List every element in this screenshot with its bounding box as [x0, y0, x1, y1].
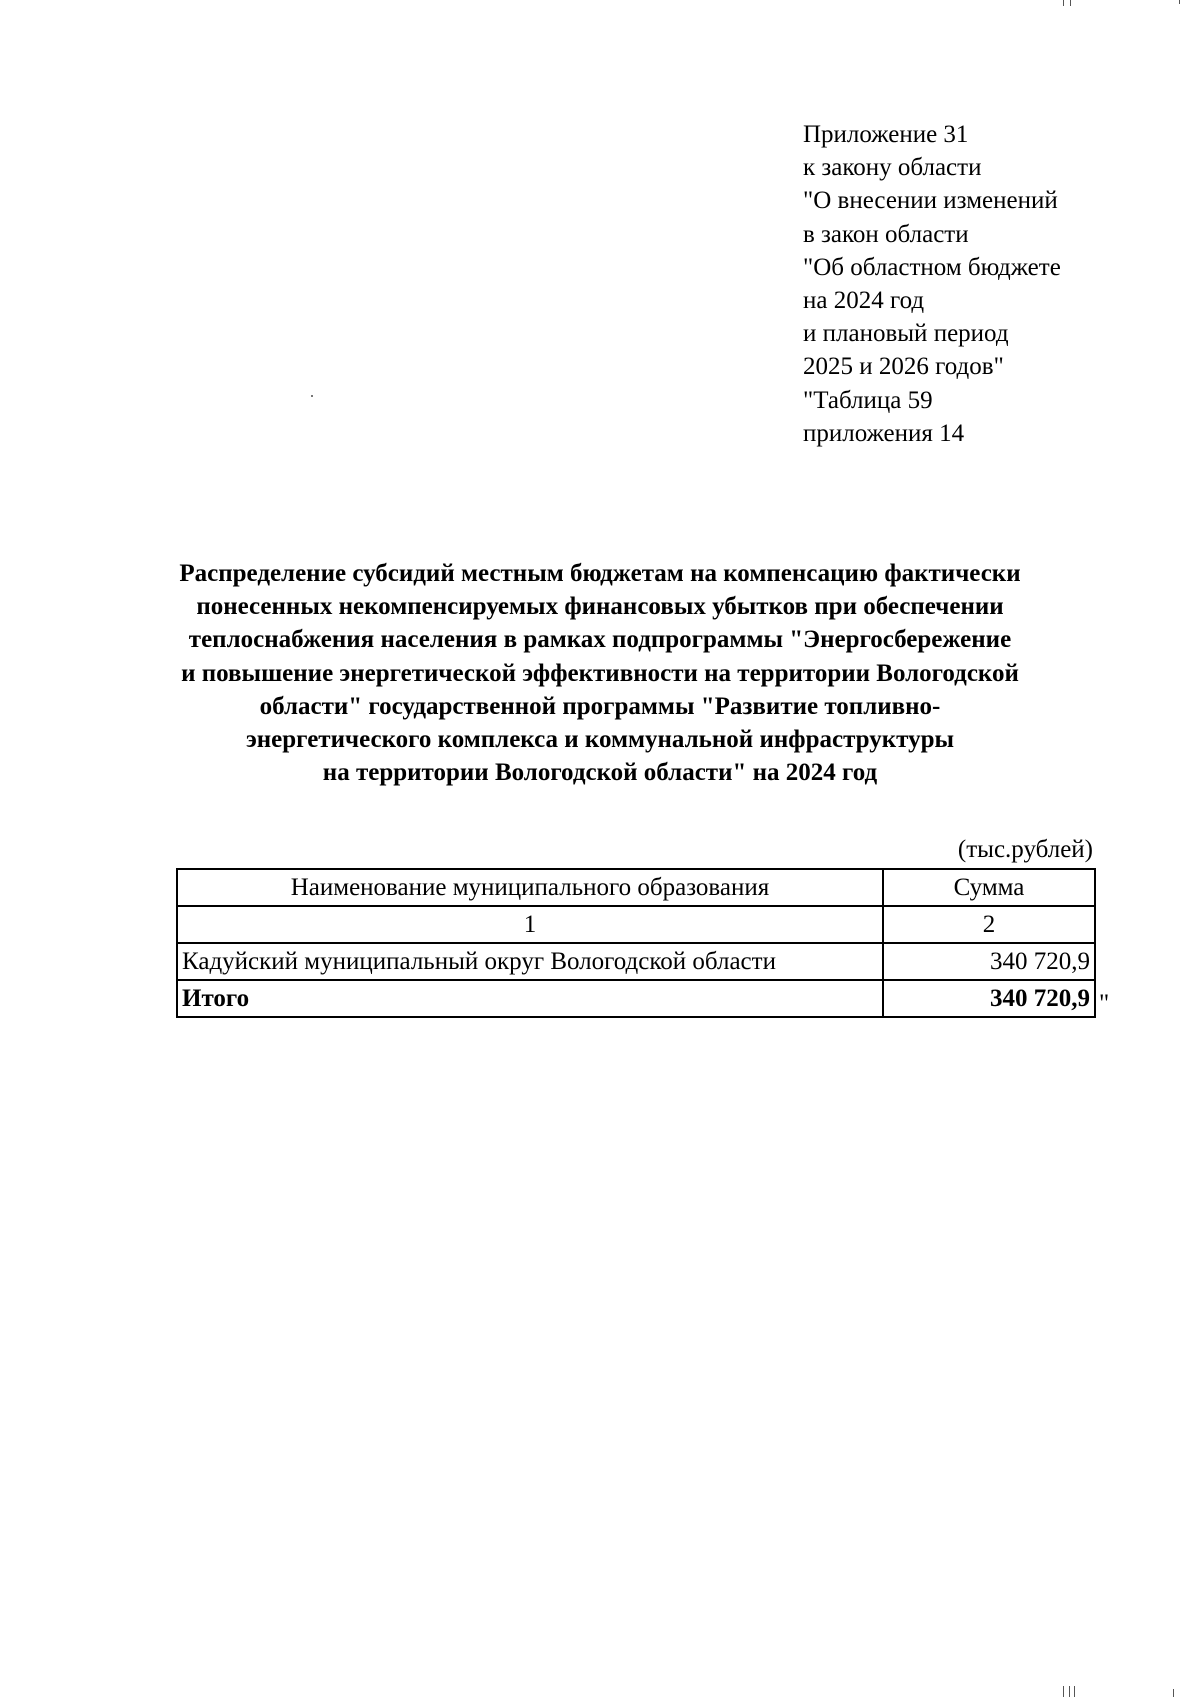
- annex-line: 2025 и 2026 годов": [803, 353, 1004, 381]
- row-name: Кадуйский муниципальный округ Вологодской области: [177, 943, 883, 980]
- total-row: [177, 980, 1095, 1017]
- subsidy-table: [176, 868, 1096, 1018]
- total-label: Итого: [177, 980, 883, 1017]
- annex-line: приложения 14: [803, 419, 965, 447]
- annex-line: на 2024 год: [803, 287, 925, 315]
- annex-line: "Таблица 59: [803, 386, 933, 414]
- scan-edge-mark: [1173, 1689, 1174, 1697]
- scan-edge-mark: [1074, 1686, 1075, 1697]
- title-line: и повышение энергетической эффективности на территории Вологодской: [181, 659, 1019, 687]
- scan-edge-mark: [1063, 0, 1064, 6]
- column-number: 1: [177, 906, 883, 943]
- annex-line: к закону области: [803, 154, 982, 182]
- scan-edge-mark: [1069, 1686, 1070, 1697]
- annex-line: "Об областном бюджете: [803, 253, 1061, 281]
- annex-line: "О внесении изменений: [803, 187, 1058, 215]
- annex-block: [803, 118, 1061, 450]
- document-title: [150, 557, 1050, 789]
- scan-edge-mark: [1063, 1686, 1064, 1697]
- title-line: области" государственной программы "Развитие топливно-: [259, 692, 941, 720]
- table-row: [177, 943, 1095, 980]
- header-row: [177, 869, 1095, 906]
- header-name: Наименование муниципального образования: [177, 869, 883, 906]
- title-line: Распределение субсидий местным бюджетам на компенсацию фактически: [179, 560, 1021, 587]
- title-line: понесенных некомпенсируемых финансовых убытков при обеспечении: [196, 593, 1004, 621]
- column-number-row: [177, 906, 1095, 943]
- title-line: на территории Вологодской области" на 2024 год: [322, 759, 878, 787]
- title-line: энергетического комплекса и коммунальной инфраструктуры: [245, 726, 955, 754]
- annex-line: в закон области: [803, 220, 969, 248]
- title-line: теплоснабжения населения в рамках подпрограммы "Энергосбережение: [188, 626, 1012, 654]
- header-amount: Сумма: [883, 869, 1095, 906]
- scan-speck: [311, 395, 313, 397]
- annex-line: Приложение 31: [803, 121, 969, 148]
- annex-line: и плановый период: [803, 320, 1009, 348]
- scan-edge-mark: [1070, 0, 1071, 6]
- total-amount: 340 720,9: [883, 980, 1095, 1017]
- units-label: (тыс.рублей): [957, 836, 1093, 863]
- closing-quote: ": [1099, 990, 1110, 1017]
- scan-edge-mark: [1179, 0, 1180, 4]
- column-number: 2: [883, 906, 1095, 943]
- row-amount: 340 720,9: [883, 943, 1095, 980]
